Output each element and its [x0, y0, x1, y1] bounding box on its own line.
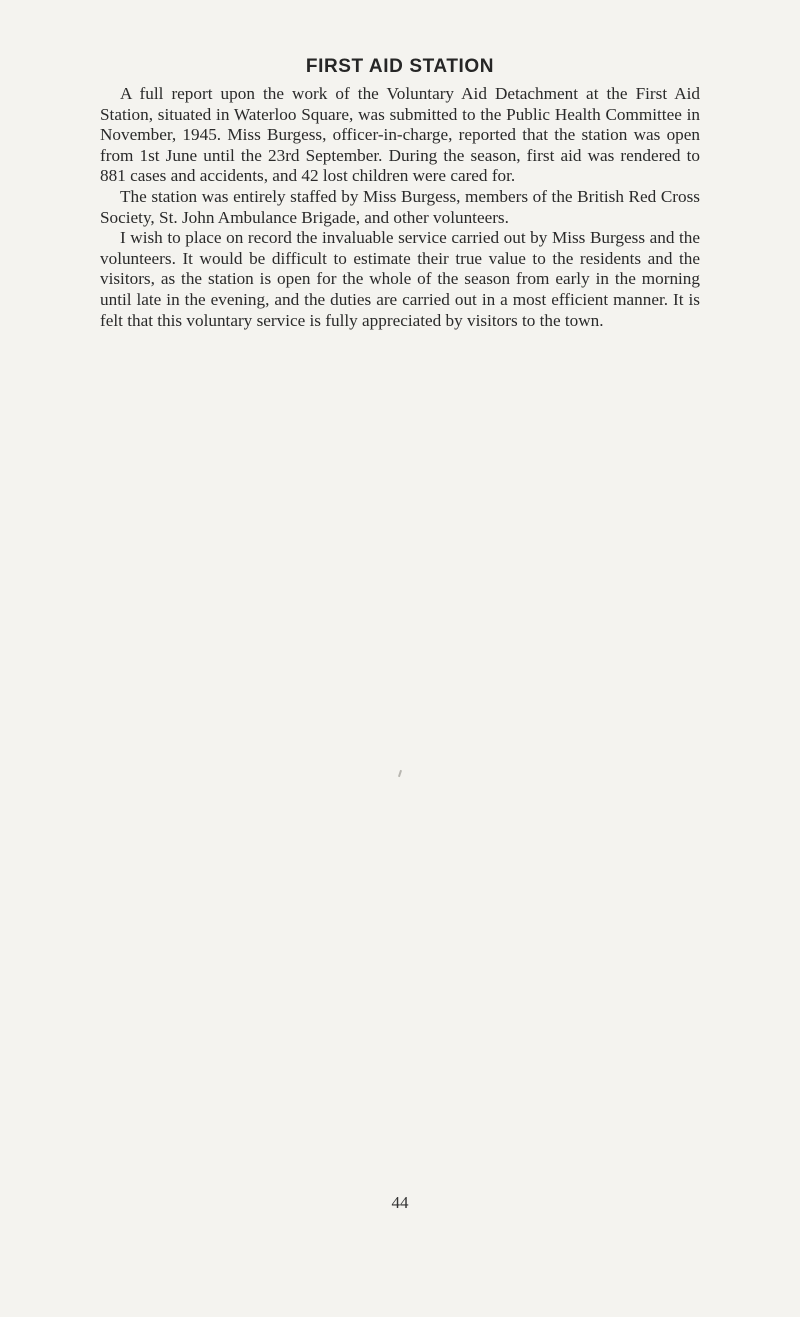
page-number: 44 [391, 1193, 409, 1212]
report-body [100, 84, 700, 331]
page-title: FIRST AID STATION [305, 56, 495, 77]
paragraph-report-summary: A full report upon the work of the Voluntary Aid Detachment at the First Aid Station, situated in Waterloo Square, was submitted to the Public Health Committee in November, 1945. Miss Burgess, officer-in-charge, reported that the station was open from 1st June until the 23rd September. During the season, first aid was rendered to 881 cases and accidents, and 42 lost children were cared for. [100, 84, 700, 186]
paper-speck-mark [398, 770, 402, 777]
paragraph-staffing: The station was entirely staffed by Miss Burgess, members of the British Red Cross Society, St. John Ambulance Brigade, and other volunteers. [100, 186, 700, 227]
paragraph-acknowledgement: I wish to place on record the invaluable service carried out by Miss Burgess and the volunteers. It would be difficult to estimate their true value to the residents and the visitors, as the station is open for the whole of the season from early in the morning until late in the evening, and the duties are carried out in a most efficient manner. It is felt that this voluntary service is fully appreciated by visitors to the town. [100, 228, 700, 330]
